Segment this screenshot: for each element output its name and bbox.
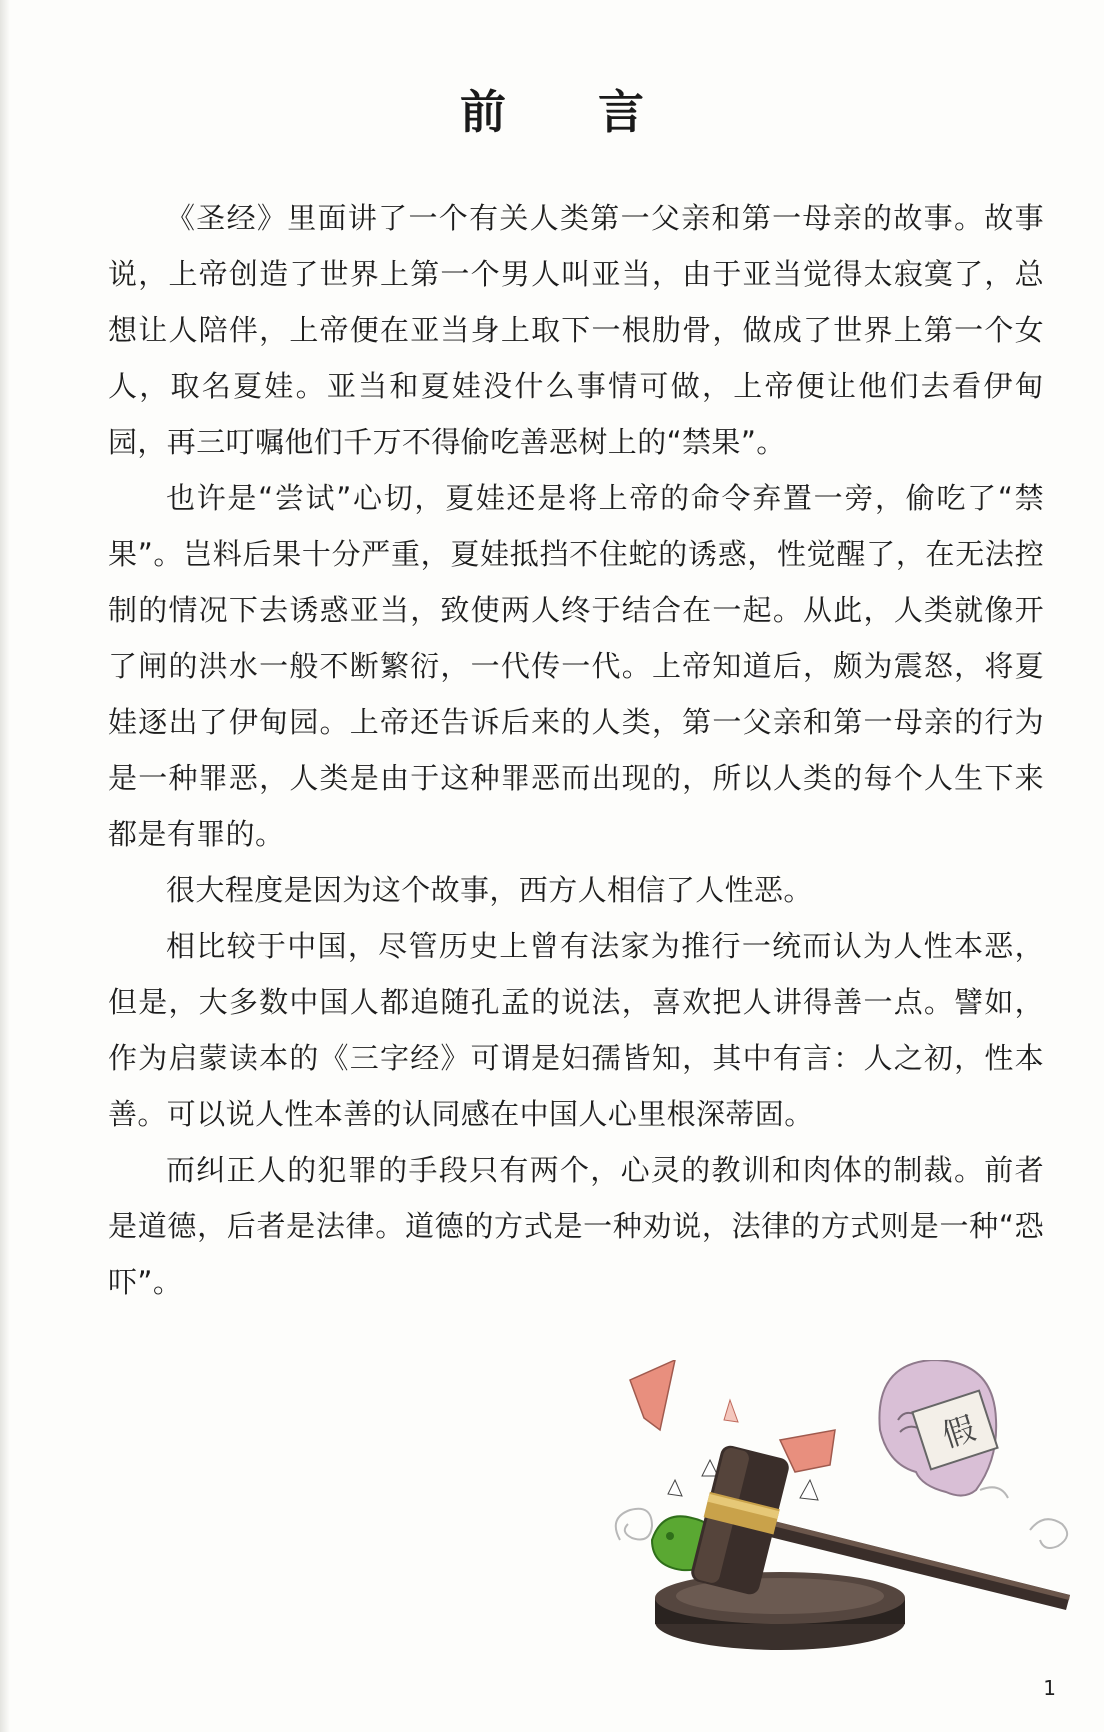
paragraph: 《圣经》里面讲了一个有关人类第一父亲和第一母亲的故事。故事说，上帝创造了世界上第一个男人叫亚当，由于亚当觉得太寂寞了，总想让人陪伴，上帝便在亚当身上取下一根肋骨，做成了世界上第一个女人，取名夏娃。亚当和夏娃没什么事情可做，上帝便让他们去看伊甸园，再三叮嘱他们千万不得偷吃善恶树上的“禁果”。	[108, 201, 1044, 459]
sound-block	[655, 1572, 905, 1650]
paragraph: 也许是“尝试”心切，夏娃还是将上帝的命令弃置一旁，偷吃了“禁果”。岂料后果十分严重，夏娃抵挡不住蛇的诱惑，性觉醒了，在无法控制的情况下去诱惑亚当，致使两人终于结合在一起。从此，人类就像开了闸的洪水一般不断繁衍，一代传一代。上帝知道后，颇为震怒，将夏娃逐出了伊甸园。上帝还告诉后来的人类，第一父亲和第一母亲的行为是一种罪恶，人类是由于这种罪恶而出现的，所以人类的每个人生下来都是有罪的。	[108, 481, 1044, 851]
page-number: 1	[1043, 1676, 1056, 1700]
sign-text: 假	[937, 1408, 980, 1455]
gavel-illustration	[600, 1360, 1100, 1660]
body-text	[108, 190, 1044, 1310]
paragraph: 相比较于中国，尽管历史上曾有法家为推行一统而认为人性本恶，但是，大多数中国人都追随孔孟的说法，喜欢把人讲得善一点。譬如，作为启蒙读本的《三字经》可谓是妇孺皆知，其中有言：人之初，性本善。可以说人性本善的认同感在中国人心里根深蒂固。	[108, 929, 1044, 1131]
paragraph: 而纠正人的犯罪的手段只有两个，心灵的教训和肉体的制裁。前者是道德，后者是法律。道德的方式是一种劝说，法律的方式则是一种“恐吓”。	[108, 1153, 1044, 1299]
page-title: 前 言	[459, 85, 682, 139]
paragraph: 很大程度是因为这个故事，西方人相信了人性恶。	[166, 873, 813, 907]
